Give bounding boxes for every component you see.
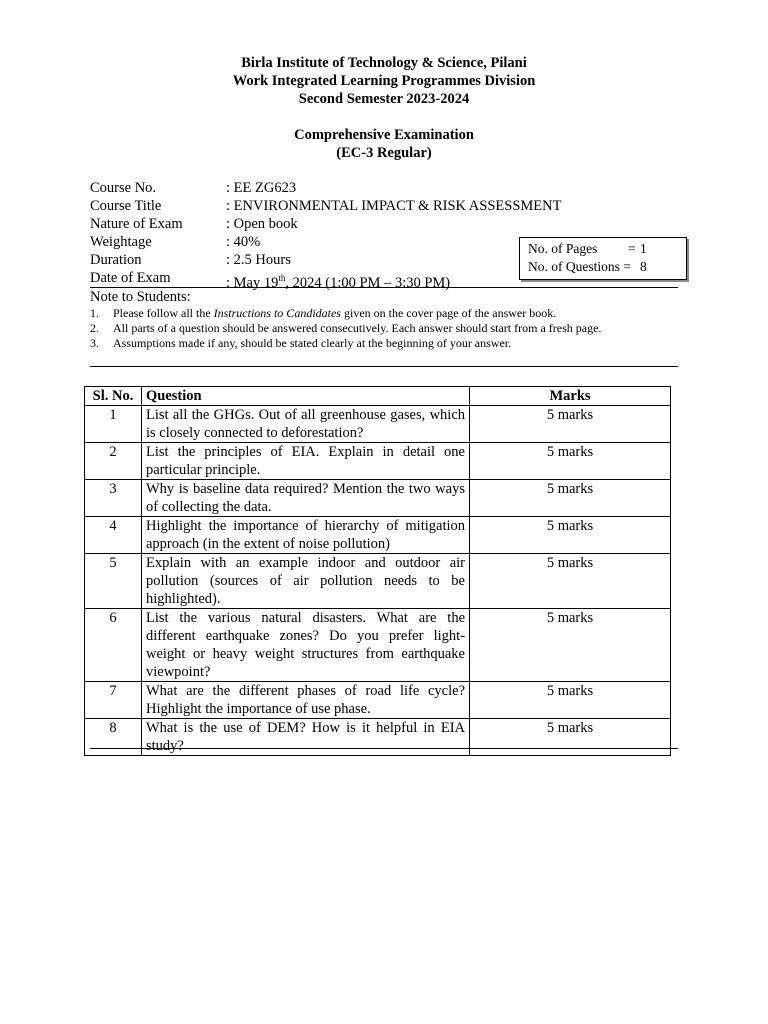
cell-question: List the principles of EIA. Explain in detail one particular principle. (142, 443, 470, 480)
date-ordinal: th (278, 273, 286, 283)
cell-marks: 5 marks (470, 609, 671, 682)
cell-marks: 5 marks (470, 443, 671, 480)
division-name: Work Integrated Learning Programmes Division (232, 73, 536, 89)
note-text: Assumptions made if any, should be stated clearly at the beginning of your answer. (113, 336, 512, 350)
cell-sl-no: 3 (85, 480, 142, 517)
info-label: Course No. (90, 180, 157, 196)
page-count-box (519, 237, 687, 280)
date-value (226, 269, 450, 292)
note-number: 2. (90, 321, 99, 335)
header-sl-no: Sl. No. (85, 387, 142, 406)
table-row (85, 406, 671, 443)
notes-title: Note to Students: (90, 289, 191, 305)
exam-header (0, 54, 768, 108)
questions-table (84, 386, 671, 756)
cell-sl-no: 2 (85, 443, 142, 480)
exam-title-block (0, 126, 768, 162)
info-label: Weightage (90, 234, 152, 250)
info-value: : ENVIRONMENTAL IMPACT & RISK ASSESSMENT (226, 198, 562, 214)
cell-question: List the various natural disasters. What are the different earthquake zones? Do you prefer light-weight or heavy weight structures from earthquake viewpoint? (142, 609, 470, 682)
header-question: Question (142, 387, 470, 406)
table-row (85, 682, 671, 719)
exam-type: (EC-3 Regular) (336, 145, 432, 161)
info-value: : 2.5 Hours (226, 252, 291, 268)
table-row (85, 609, 671, 682)
table-row (85, 480, 671, 517)
table-header-row (85, 387, 671, 406)
info-label: Date of Exam (90, 270, 171, 286)
pages-row (528, 240, 678, 258)
info-value: : EE ZG623 (226, 180, 297, 196)
info-value: : Open book (226, 216, 298, 232)
info-value: : 40% (226, 234, 261, 250)
institute-name: Birla Institute of Technology & Science, Pilani (241, 55, 527, 71)
info-label: Course Title (90, 198, 162, 214)
cell-sl-no: 4 (85, 517, 142, 554)
pages-value: 1 (640, 241, 647, 256)
cell-marks: 5 marks (470, 554, 671, 609)
pages-eq: = (628, 241, 636, 256)
info-label: Duration (90, 252, 142, 268)
note-number: 1. (90, 306, 99, 320)
note-text-emphasis: Instructions to Candidates (213, 306, 341, 320)
questions-row (528, 258, 678, 276)
cell-sl-no: 1 (85, 406, 142, 443)
cell-question: What are the different phases of road life cycle? Highlight the importance of use phase. (142, 682, 470, 719)
note-text-part: Please follow all the (113, 306, 214, 320)
cell-marks: 5 marks (470, 719, 671, 756)
table-row (85, 517, 671, 554)
pages-label: No. of Pages (528, 241, 598, 256)
cell-question: Why is baseline data required? Mention the two ways of collecting the data. (142, 480, 470, 517)
cell-sl-no: 6 (85, 609, 142, 682)
cell-question: Explain with an example indoor and outdoor air pollution (sources of air pollution needs to be highlighted). (142, 554, 470, 609)
divider (90, 748, 678, 749)
cell-marks: 5 marks (470, 480, 671, 517)
note-text (113, 306, 556, 321)
cell-marks: 5 marks (470, 406, 671, 443)
date-suffix: , 2024 (1:00 PM – 3:30 PM) (285, 274, 451, 291)
cell-marks: 5 marks (470, 517, 671, 554)
cell-sl-no: 7 (85, 682, 142, 719)
exam-title: Comprehensive Examination (294, 127, 474, 143)
note-text-part: given on the cover page of the answer book. (340, 306, 557, 320)
note-text: All parts of a question should be answered consecutively. Each answer should start from a fresh page. (113, 321, 602, 335)
questions-label: No. of Questions = (528, 259, 631, 274)
table-row (85, 443, 671, 480)
divider (90, 366, 678, 367)
semester: Second Semester 2023-2024 (298, 91, 470, 107)
questions-value: 8 (640, 259, 647, 274)
header-marks: Marks (470, 387, 671, 406)
note-number: 3. (90, 336, 99, 350)
table-row (85, 554, 671, 609)
date-prefix: : May 19 (226, 274, 279, 291)
info-label: Nature of Exam (90, 216, 183, 232)
cell-question: List all the GHGs. Out of all greenhouse gases, which is closely connected to deforestation? (142, 406, 470, 443)
cell-marks: 5 marks (470, 682, 671, 719)
cell-question: Highlight the importance of hierarchy of mitigation approach (in the extent of noise pollution) (142, 517, 470, 554)
table-row (85, 719, 671, 756)
cell-sl-no: 8 (85, 719, 142, 756)
cell-question: What is the use of DEM? How is it helpful in EIA study? (142, 719, 470, 756)
cell-sl-no: 5 (85, 554, 142, 609)
